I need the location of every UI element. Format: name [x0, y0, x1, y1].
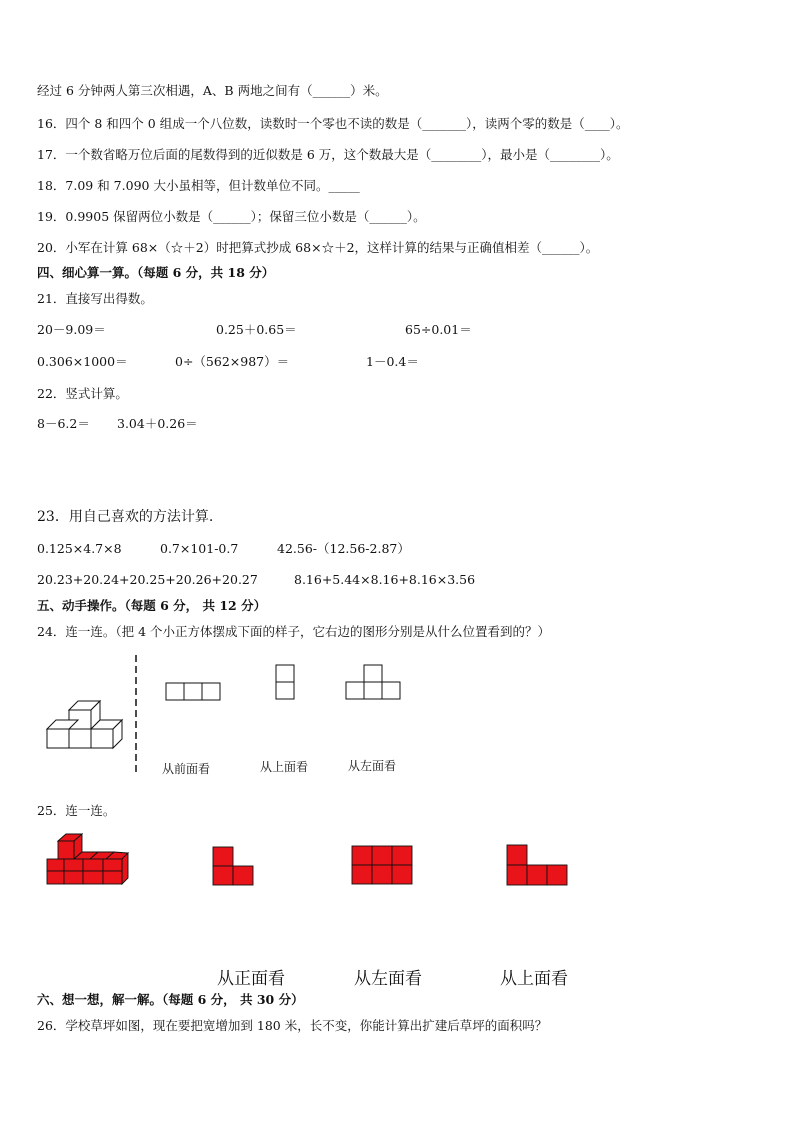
- view-label: 从正面看: [217, 969, 285, 989]
- view-front-shape: [165, 682, 223, 702]
- question-21: 21．直接写出得数。: [37, 291, 153, 306]
- calc21-item: 0.25＋0.65＝: [216, 322, 297, 337]
- question-18: 18．7.09 和 7.090 大小虽相等，但计数单位不同。_____: [37, 178, 360, 193]
- view-top-shape: [275, 664, 297, 704]
- calc23-item: 42.56-（12.56-2.87）: [277, 541, 410, 556]
- calc21-item: 20－9.09＝: [37, 322, 106, 337]
- calc23-item: 0.7×101-0.7: [160, 541, 239, 556]
- q25-rect-shape: [351, 845, 415, 887]
- q15-continuation: 经过 6 分钟两人第三次相遇，A、B 两地之间有（______）米。: [37, 83, 388, 98]
- question-25: 25．连一连。: [37, 803, 116, 818]
- question-20: 20．小军在计算 68×（☆＋2）时把算式抄成 68×☆＋2，这样计算的结果与正确值相差（______）。: [37, 240, 599, 255]
- q25-red-cube-stack: [44, 832, 130, 894]
- view-label: 从左面看: [348, 759, 397, 773]
- calc21-item: 1－0.4＝: [366, 354, 419, 369]
- q25-l-shape: [212, 846, 256, 888]
- section-5-heading: 五、动手操作。（每题 6 分， 共 12 分）: [37, 598, 267, 613]
- calc23-item: 20.23+20.24+20.25+20.26+20.27: [37, 572, 258, 587]
- q25-step-shape: [506, 844, 570, 888]
- view-label: 从前面看: [162, 762, 211, 776]
- question-22: 22．竖式计算。: [37, 386, 128, 401]
- question-19: 19．0.9905 保留两位小数是（______）；保留三位小数是（______）。: [37, 209, 426, 224]
- view-left-shape: [345, 664, 405, 704]
- calc22-item: 8－6.2＝: [37, 416, 90, 431]
- dashed-divider: [134, 655, 138, 775]
- calc21-item: 0÷（562×987）＝: [175, 354, 290, 369]
- question-26: 26．学校草坪如图，现在要把宽增加到 180 米，长不变，你能计算出扩建后草坪的面积吗？: [37, 1018, 548, 1033]
- question-16: 16．四个 8 和四个 0 组成一个八位数，读数时一个零也不读的数是（_______），读两个零的数是（____）。: [37, 116, 629, 131]
- question-23: 23．用自己喜欢的方法计算.: [37, 509, 214, 525]
- view-label: 从左面看: [354, 969, 422, 989]
- q24-cube-stack-figure: [40, 698, 130, 762]
- calc22-item: 3.04＋0.26＝: [117, 416, 198, 431]
- section-6-heading: 六、想一想，解一解。（每题 6 分， 共 30 分）: [37, 992, 304, 1007]
- question-17: 17．一个数省略万位后面的尾数得到的近似数是 6 万，这个数最大是（________），最小是（________）。: [37, 147, 619, 162]
- calc21-item: 65÷0.01＝: [405, 322, 472, 337]
- question-24: 24．连一连。（把 4 个小正方体摆成下面的样子，它右边的图形分别是从什么位置看到的？）: [37, 624, 551, 639]
- calc21-item: 0.306×1000＝: [37, 354, 128, 369]
- calc23-item: 8.16+5.44×8.16+8.16×3.56: [294, 572, 476, 587]
- view-label: 从上面看: [500, 969, 568, 989]
- section-4-heading: 四、细心算一算。（每题 6 分，共 18 分）: [37, 265, 275, 280]
- view-label: 从上面看: [260, 760, 309, 774]
- calc23-item: 0.125×4.7×8: [37, 541, 122, 556]
